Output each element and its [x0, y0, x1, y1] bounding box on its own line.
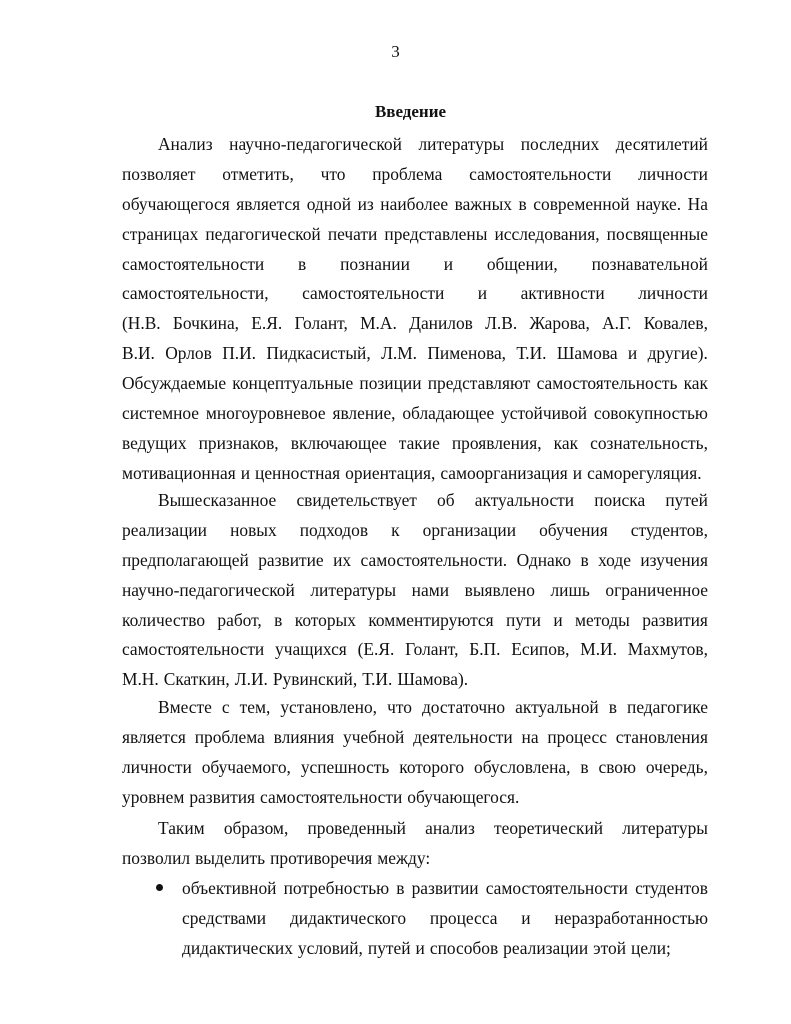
word: к [391, 519, 400, 540]
word: свидетельствует [296, 490, 417, 510]
word: позволил [122, 847, 191, 868]
word: студентов, [630, 519, 708, 540]
text-line [182, 904, 708, 934]
word: Б.П. [469, 639, 501, 660]
word: выявлено [464, 579, 535, 600]
word: общении, [486, 253, 558, 274]
word: литературы [310, 579, 397, 600]
text-line [122, 546, 708, 576]
word: педагогике [627, 697, 708, 717]
word: и [521, 907, 531, 928]
word: в [396, 878, 405, 898]
word: наиболее [380, 193, 449, 214]
word: между: [377, 847, 431, 868]
word: позиции [359, 373, 422, 394]
word: М.А. [360, 313, 397, 334]
word: такие [398, 432, 440, 453]
word: успешность [300, 756, 390, 777]
word: в [608, 697, 617, 717]
word: самостоятельности, [122, 283, 269, 304]
word: предполагающей [122, 549, 249, 570]
word: Вместе [158, 697, 212, 717]
word: обучения [539, 519, 608, 540]
word: сознательность, [590, 432, 708, 453]
word: Т.И. [362, 669, 393, 690]
word: является [122, 726, 186, 747]
word: учебной [343, 726, 405, 747]
word: на [521, 726, 539, 747]
word: развитии [411, 878, 479, 898]
word: является [236, 193, 301, 214]
word: дидактических [182, 937, 293, 958]
word: реализации [503, 937, 589, 958]
word: Ковалев, [643, 313, 708, 334]
word: Обсуждаемые [122, 373, 227, 394]
word: последних [520, 134, 600, 154]
word: познании [340, 253, 410, 274]
word: как [683, 373, 708, 394]
word: Таким [158, 818, 205, 838]
word: из [357, 193, 374, 214]
word: П.И. [222, 343, 257, 364]
word: проявления, [451, 432, 542, 453]
word: концептуальные [232, 373, 354, 394]
word: Л.М. [381, 343, 418, 364]
text-line [122, 844, 708, 874]
word: Есипов, [511, 639, 570, 660]
text-line [122, 130, 708, 160]
word: науке. [636, 193, 682, 214]
word: которого [399, 756, 465, 777]
word: цели; [631, 937, 671, 958]
section-heading: Введение [374, 102, 447, 121]
text-line [122, 486, 708, 516]
word: реализации [122, 519, 207, 540]
word: пути [506, 609, 541, 630]
word: (Н.В. [122, 313, 161, 334]
text-line [122, 160, 708, 190]
text-line [122, 369, 708, 399]
word: А.Г. [602, 313, 632, 334]
word: самостоятельности [122, 253, 265, 274]
word: как [553, 432, 579, 453]
word: мотивационная [122, 462, 236, 483]
word: комментируются [368, 609, 494, 630]
text-line [122, 339, 708, 369]
word: ведущих [122, 432, 187, 453]
word: проблема [372, 163, 443, 184]
paragraph-2 [122, 486, 708, 695]
text-line [122, 220, 708, 250]
word: с [221, 697, 230, 717]
word: в [274, 609, 283, 630]
word: методы [575, 609, 630, 630]
word: ходе [598, 549, 631, 570]
bullet-item [160, 874, 708, 964]
word: обусловлена, [474, 756, 571, 777]
word: неразработанностью [554, 907, 708, 928]
word: об [437, 490, 455, 510]
word: очередь, [645, 756, 708, 777]
word: в [518, 193, 527, 214]
text-line [122, 693, 708, 723]
word: другие). [647, 343, 708, 364]
word: актуальности [474, 490, 575, 510]
word: организации [422, 519, 517, 540]
word: объективной [182, 878, 277, 898]
word: противоречия [270, 847, 373, 868]
word: активности [520, 283, 605, 304]
text-line [122, 516, 708, 546]
word: ограниченное [605, 579, 708, 600]
text-line [122, 783, 708, 813]
word: тем, [239, 697, 271, 717]
word: М.Н. [122, 669, 159, 690]
text-line [122, 723, 708, 753]
word: познавательной [591, 253, 708, 274]
word: теоретический [494, 818, 604, 838]
word: обучаемого, [201, 756, 291, 777]
word: позволяет [122, 163, 196, 184]
word: работ, [217, 609, 262, 630]
paragraph-4 [122, 814, 708, 874]
word: самостоятельности. [360, 549, 508, 570]
word: влияния [273, 726, 335, 747]
word: устойчивой [501, 403, 588, 424]
text-line [182, 874, 708, 904]
word: средствами [182, 907, 267, 928]
word: М.И. [580, 639, 617, 660]
word: педагогической [205, 223, 321, 244]
word: самостоятельности [122, 639, 265, 660]
word: Бочкина, [172, 313, 240, 334]
word: обучающегося [122, 193, 230, 214]
word: образом, [223, 818, 289, 838]
word: самостоятельность [536, 373, 678, 394]
text-line [122, 190, 708, 220]
word: самостоятельности [485, 878, 628, 898]
word: Однако [516, 549, 572, 570]
word: Орлов [165, 343, 212, 364]
word: личности [122, 756, 192, 777]
word: На [687, 193, 708, 214]
word: этой [593, 937, 627, 958]
word: В.И. [122, 343, 155, 364]
word: Голант, [405, 639, 459, 660]
word: и [477, 283, 488, 304]
word: саморегуляция. [587, 462, 702, 483]
word: поиска [594, 490, 646, 510]
word: дидактического [289, 907, 407, 928]
word: и [572, 462, 583, 483]
text-line [122, 309, 708, 339]
word: уровнем [122, 786, 185, 807]
word: научно-педагогической [122, 579, 295, 600]
word: Данилов [409, 313, 473, 334]
word: самостоятельности [302, 283, 445, 304]
word: представляют [427, 373, 531, 394]
word: развитие [258, 549, 324, 570]
word: потребностью [283, 878, 390, 898]
text-line [122, 606, 708, 636]
word: печати [327, 223, 378, 244]
paragraph-3 [122, 693, 708, 813]
word: и [415, 937, 425, 958]
text-line [122, 814, 708, 844]
word: в [298, 253, 307, 274]
word: выделить [195, 847, 266, 868]
word: путей [367, 937, 411, 958]
word: явление, [332, 403, 396, 424]
word: становления [615, 726, 708, 747]
word: которых [294, 609, 356, 630]
word: условий, [297, 937, 363, 958]
bullet-dot-icon [156, 884, 163, 891]
word: посвященные [606, 223, 708, 244]
word: установлено, [280, 697, 378, 717]
word: одной [306, 193, 352, 214]
word: Рувинский, [272, 669, 358, 690]
word: проблема [194, 726, 265, 747]
word: Пидкасистый, [266, 343, 371, 364]
word: в [580, 756, 589, 777]
word: современной [533, 193, 630, 214]
text-line [122, 279, 708, 309]
word: страницах [122, 223, 199, 244]
word: процесс [547, 726, 607, 747]
word: деятельности [413, 726, 513, 747]
word: процесса [429, 907, 498, 928]
word: нами [411, 579, 450, 600]
word: развития [642, 609, 708, 630]
word: личности [638, 283, 708, 304]
text-line [182, 934, 708, 964]
word: что [387, 697, 412, 717]
word: обучающегося. [407, 786, 520, 807]
word: новых [230, 519, 277, 540]
text-line [122, 459, 708, 489]
word: способов [429, 937, 499, 958]
word: изучения [640, 549, 708, 570]
word: самостоятельности [260, 786, 403, 807]
text-line [122, 576, 708, 606]
word: исследования, [494, 223, 600, 244]
word: актуальной [515, 697, 599, 717]
word: личности [638, 163, 708, 184]
word: что [320, 163, 346, 184]
word: представлены [384, 223, 488, 244]
word: лишь [550, 579, 590, 600]
word: самоорганизация [440, 462, 568, 483]
text-line [122, 399, 708, 429]
word: Анализ [158, 134, 213, 154]
word: свою [598, 756, 636, 777]
word: научно-педагогической [229, 134, 402, 154]
text-line [122, 635, 708, 665]
word: развития [189, 786, 256, 807]
word: отметить, [222, 163, 294, 184]
word: Махмутов, [627, 639, 708, 660]
word: признаков, [198, 432, 279, 453]
word: обладающее [402, 403, 495, 424]
word: многоуровневое [205, 403, 326, 424]
word: совокупностью [593, 403, 708, 424]
word: литературы [622, 818, 708, 838]
text-line [122, 429, 708, 459]
word: анализ [425, 818, 475, 838]
word: и [553, 609, 563, 630]
word: количество [122, 609, 206, 630]
word: в [580, 549, 589, 570]
word: Вышесказанное [158, 490, 277, 510]
word: (Е.Я. [357, 639, 395, 660]
word: учащихся [275, 639, 347, 660]
text-line [122, 753, 708, 783]
word: проведенный [307, 818, 406, 838]
word: Шамова). [397, 669, 469, 690]
paragraph-1 [122, 130, 708, 489]
word: включающее [290, 432, 387, 453]
word: важных [454, 193, 512, 214]
word: литературы [418, 134, 505, 154]
word: Жарова, [529, 313, 590, 334]
word: десятилетий [615, 134, 708, 154]
word: и [627, 343, 638, 364]
word: путей [665, 490, 708, 510]
word: их [333, 549, 352, 570]
word: ориентация, [345, 462, 436, 483]
word: Т.И. [516, 343, 547, 364]
word: Л.В. [485, 313, 518, 334]
word: студентов [635, 878, 708, 898]
word: Е.Я. [251, 313, 283, 334]
text-line [122, 250, 708, 280]
word: подходов [299, 519, 369, 540]
word: ценностная [255, 462, 341, 483]
word: Л.И. [234, 669, 268, 690]
word: самостоятельности [469, 163, 612, 184]
page-number: 3 [391, 42, 400, 61]
word: Шамова [556, 343, 618, 364]
word: достаточно [421, 697, 506, 717]
word: Скаткин, [163, 669, 230, 690]
word: и [240, 462, 251, 483]
text-line [122, 665, 708, 695]
word: Пименова, [427, 343, 507, 364]
word: Голант, [294, 313, 348, 334]
word: системное [122, 403, 200, 424]
word: и [443, 253, 454, 274]
